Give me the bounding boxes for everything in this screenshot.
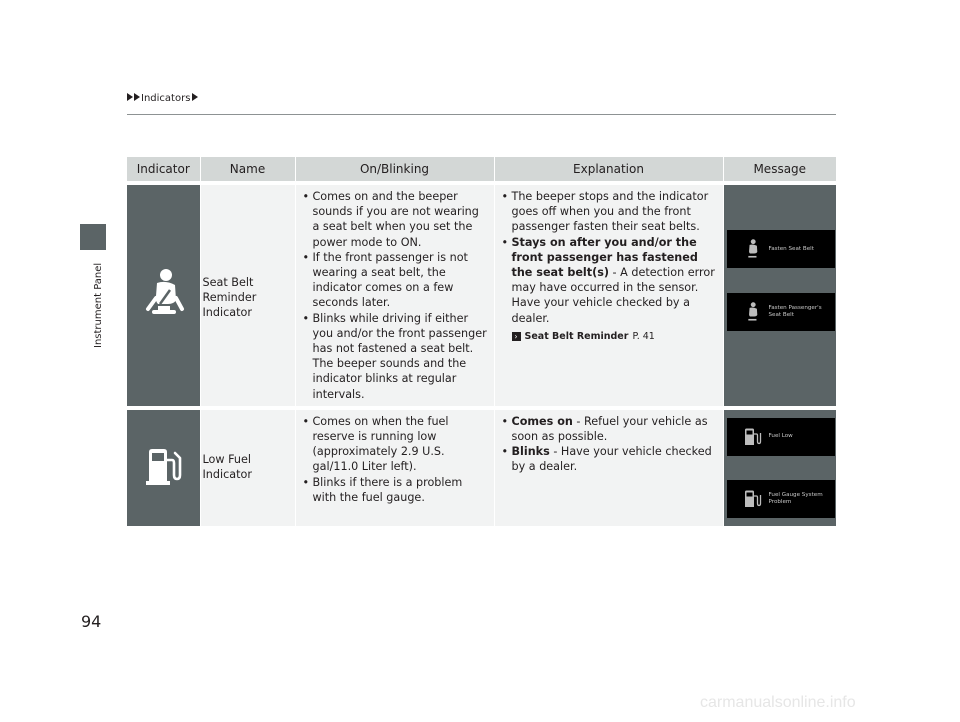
indicator-icon-cell <box>127 185 200 406</box>
on-blinking-cell <box>295 185 494 406</box>
explanation-cell <box>494 185 723 406</box>
section-tab-marker <box>80 224 106 250</box>
list-item: • The beeper stops and the indicator goes off when you and the front passenger fasten their seat belts. <box>495 189 717 235</box>
reference-arrow-icon: › <box>512 332 521 341</box>
fuel-pump-icon <box>741 426 763 448</box>
message-text: Fasten Passenger's Seat Belt <box>768 305 822 318</box>
table-row <box>127 410 836 526</box>
message-display <box>727 230 835 268</box>
list-item: • Stays on after you and/or the front passenger has fastened the seat belt(s) - A detection error may have occurred in the sensor. Have your vehicle checked by a dealer. <box>495 235 717 326</box>
message-text: Fasten Seat Belt <box>768 245 814 252</box>
list-item: • If the front passenger is not wearing a seat belt, the indicator comes on a few seconds later. <box>296 250 488 311</box>
message-display <box>727 418 835 456</box>
watermark: carmanualsonline.info <box>700 694 856 711</box>
fuel-pump-icon <box>741 488 763 510</box>
message-text: Fuel Low <box>768 433 793 440</box>
seat-belt-icon <box>741 301 763 323</box>
breadcrumb-label[interactable]: Indicators <box>141 93 191 104</box>
column-header: Indicator <box>127 157 200 181</box>
message-display <box>727 480 835 518</box>
section-tab-label: Instrument Panel <box>93 262 104 348</box>
page-number: 94 <box>81 612 102 631</box>
list-item: • Comes on - Refuel your vehicle as soon as possible. <box>495 414 717 444</box>
breadcrumb[interactable] <box>127 93 199 104</box>
breadcrumb-arrow-icon <box>127 93 133 101</box>
column-header: On/Blinking <box>295 157 494 181</box>
list-item: • Blinks - Have your vehicle checked by a dealer. <box>495 444 717 474</box>
message-display <box>727 293 835 331</box>
message-text: Fuel Gauge System Problem <box>768 491 823 505</box>
column-header: Explanation <box>494 157 723 181</box>
header-divider <box>127 114 836 115</box>
fuel-pump-icon <box>141 444 185 488</box>
breadcrumb-arrow-icon <box>192 93 198 101</box>
on-blinking-cell <box>295 410 494 526</box>
list-item: • Comes on and the beeper sounds if you are not wearing a seat belt when you set the power mode to ON. <box>296 189 488 250</box>
list-item: • Blinks if there is a problem with the fuel gauge. <box>296 475 488 505</box>
indicator-name: Low Fuel Indicator <box>200 410 295 526</box>
table-row <box>127 185 836 406</box>
list-item: • Comes on when the fuel reserve is running low (approximately 2.9 U.S. gal/11.0 Liter left). <box>296 414 488 475</box>
indicator-table <box>127 157 837 526</box>
explanation-cell <box>494 410 723 526</box>
seat-belt-icon <box>741 238 763 260</box>
list-item: • Blinks while driving if either you and/or the front passenger has not fastened a seat belt. The beeper sounds and the indicator blinks at regular intervals. <box>296 311 488 402</box>
breadcrumb-arrow-icon <box>134 93 140 101</box>
message-cell <box>723 185 836 406</box>
table-header-row <box>127 157 836 181</box>
message-cell <box>723 410 836 526</box>
indicator-name: Seat Belt Reminder Indicator <box>200 185 295 406</box>
indicator-icon-cell <box>127 410 200 526</box>
cross-reference-link[interactable]: › Seat Belt Reminder P. 41 <box>495 329 717 344</box>
column-header: Message <box>723 157 836 181</box>
column-header: Name <box>200 157 295 181</box>
seat-belt-icon <box>136 266 190 320</box>
